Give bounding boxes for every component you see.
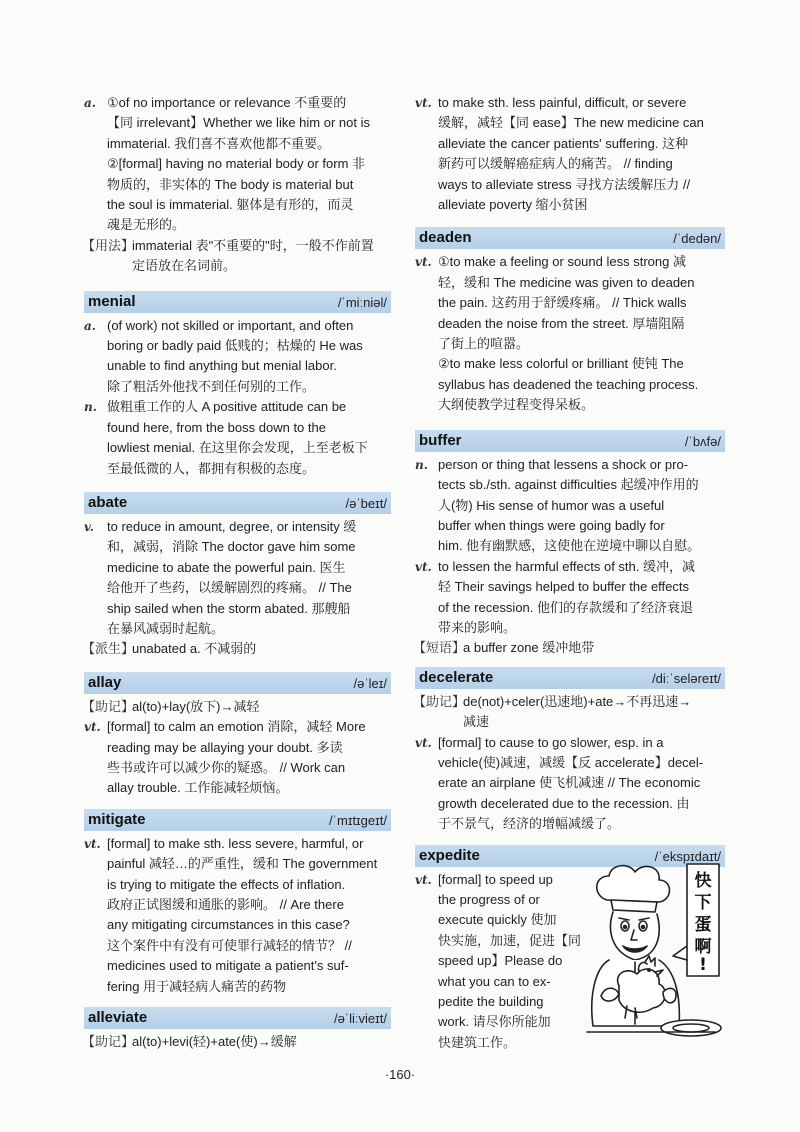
example-line: found here, from the boss down to the (107, 419, 326, 435)
entry-alleviate-sense (415, 93, 725, 215)
cartoon-caption-char: 下 (694, 893, 712, 913)
phonetic: /ˈdedən/ (673, 231, 721, 247)
example-line: 给他开了些药，以缓解剧烈的疼痛。 // The (107, 580, 352, 596)
cartoon-caption-char: ! (699, 955, 707, 975)
headword: allay (88, 673, 122, 691)
example-line: lowliest menial. 在这里你会发现，上至老板下 (107, 440, 368, 456)
phonetic: /ˈmɪtɪɡeɪt/ (329, 812, 387, 828)
entry-header-menial (84, 291, 391, 313)
entry-mitigate-sense (84, 834, 391, 997)
derivation-note (84, 639, 391, 659)
pos-label: vt. (415, 255, 432, 270)
headword: mitigate (88, 810, 146, 828)
mnemonic-line: 减速 (463, 714, 490, 730)
example-line: medicine to abate the powerful pain. 医生 (107, 559, 346, 575)
example-line: ship sailed when the storm abated. 那艘船 (107, 600, 351, 616)
usage-note (84, 236, 391, 277)
phonetic: /ˈekspɪdaɪt/ (654, 848, 721, 864)
derivation-line: unabated a. 不减弱的 (132, 641, 257, 657)
example-line: 魂是无形的。 (107, 217, 186, 233)
entry-buffer-sense-n (415, 455, 725, 557)
entry-allay-sense (84, 717, 391, 799)
mnemonic-tag: 【助记】 (413, 693, 466, 709)
example-line: medicines used to mitigate a patient's suf- (107, 958, 349, 974)
phrase-line: a buffer zone 缓冲地带 (463, 640, 595, 656)
definition-line: (of work) not skilled or important, and often (107, 317, 354, 333)
example-line: 于不景气，经济的增幅减缓了。 (438, 816, 621, 832)
entry-header-allay (84, 672, 391, 694)
mnemonic-line: de(not)+celer(迅速地)+ate→不再迅速→ (463, 693, 692, 709)
definition-line: vehicle(使)减速，减缓【反 accelerate】decel- (438, 754, 704, 770)
definition-line: [formal] to speed up (438, 871, 553, 887)
example-line: 轻 Their savings helped to buffer the effects (438, 579, 689, 595)
definition-line: 做粗重工作的人 A positive attitude can be (107, 399, 347, 415)
entry-header-abate (84, 492, 391, 514)
example-line: work. 请尽你所能加 (438, 1014, 551, 1030)
headword: buffer (419, 431, 462, 449)
entry-header-deaden (415, 227, 725, 249)
entry-decelerate-sense (415, 733, 725, 835)
entry-immaterial-sense-a (84, 93, 391, 236)
definition-line: 和，减弱，消除 The doctor gave him some (107, 539, 356, 555)
pos-label: vt. (415, 96, 432, 110)
pos-label: n. (415, 457, 428, 472)
phrase-note (415, 638, 725, 658)
usage-line: 定语放在名词前。 (132, 258, 237, 274)
example-line: 带来的影响。 (438, 619, 517, 635)
example-line: pedite the building (438, 994, 544, 1010)
example-line: any mitigating circumstances in this case? (107, 917, 350, 933)
example-line: 政府正试图缓和通胀的影响。 // Are there (107, 897, 344, 912)
page-number: ·160· (384, 1067, 416, 1082)
example-line: deaden the noise from the street. 厚墙阻隔 (438, 315, 685, 331)
headword: alleviate (88, 1009, 148, 1027)
mnemonic-tag: 【助记】 (82, 698, 135, 714)
example-line: 了街上的喧嚣。 (438, 336, 530, 352)
example-line: 除了粗活外他找不到任何别的工作。 (107, 378, 316, 394)
headword: decelerate (419, 668, 494, 686)
mnemonic-line: al(to)+lay(放下)→减轻 (132, 698, 260, 714)
mnemonic-note (415, 692, 725, 733)
pos-label: vt. (415, 872, 432, 887)
example-line: 快建筑工作。 (438, 1034, 517, 1050)
entry-menial-sense-n (84, 397, 391, 479)
example-line: alleviate the cancer patients' suffering. 这种 (438, 135, 689, 151)
cartoon-caption-char: 啊 (694, 937, 712, 957)
phonetic: /ˈbʌfə/ (684, 433, 721, 449)
definition-line: the progress of or (438, 892, 540, 907)
definition-line: 快实施，加速，促进【同 (438, 932, 582, 948)
definition-line: 轻，缓和 The medicine was given to deaden (438, 274, 695, 290)
example-line: 这个案件中有没有可使罪行减轻的情节？ // (107, 937, 352, 953)
entry-header-decelerate (415, 667, 725, 689)
mnemonic-note (84, 1032, 391, 1052)
headword: expedite (419, 846, 480, 864)
entry-menial-sense-a (84, 316, 391, 398)
usage-tag: 【用法】 (82, 237, 135, 253)
example-line: unable to find anything but menial labor. (107, 358, 337, 374)
example-line: allay trouble. 工作能减轻烦恼。 (107, 780, 289, 796)
example-line: 在暴风减弱时起航。 (107, 620, 225, 636)
usage-line: immaterial 表"不重要的"时，一般不作前置 (132, 237, 374, 253)
definition-line: tects sb./sth. against difficulties 起缓冲作用的 (438, 477, 699, 493)
example-line: ways to alleviate stress 寻找方法缓解压力 // (438, 176, 691, 192)
example-line: what you can to ex- (438, 973, 551, 989)
definition-line: to make sth. less painful, difficult, or severe (438, 95, 687, 110)
definition-line: 缓解，减轻【同 ease】The new medicine can (438, 115, 704, 131)
cartoon-caption-char: 蛋 (694, 915, 712, 935)
definition-line: execute quickly 使加 (438, 912, 557, 928)
example-line: 大纲使教学过程变得呆板。 (438, 397, 595, 413)
pos-label: a. (84, 96, 96, 110)
example-line: of the recession. 他们的存款缓和了经济衰退 (438, 599, 693, 615)
definition-line: boring or badly paid 低贱的；枯燥的 He was (107, 338, 363, 354)
pos-label: vt. (84, 720, 101, 735)
mnemonic-line: al(to)+levi(轻)+ate(使)→缓解 (132, 1034, 297, 1050)
chef-cartoon-illustration (579, 856, 727, 1044)
entry-header-buffer (415, 430, 725, 452)
example-line: 新药可以缓解癌症病人的痛苦。 // finding (438, 156, 673, 172)
definition-line: person or thing that lessens a shock or pro- (438, 456, 689, 472)
pos-label: vt. (84, 836, 101, 851)
example-line: immaterial. 我们喜不喜欢他都不重要。 (107, 135, 331, 151)
entry-buffer-sense-vt (415, 557, 725, 639)
entry-header-mitigate (84, 809, 391, 831)
definition-line: [formal] to make sth. less severe, harmful, or (107, 835, 364, 851)
definition-line: 物质的，非实体的 The body is material but (107, 176, 354, 192)
definition-line: to reduce in amount, degree, or intensity 缓 (107, 518, 357, 534)
example-line: is trying to mitigate the effects of inflation. (107, 876, 346, 892)
cartoon-caption-char: 快 (694, 871, 712, 891)
entry-abate-sense (84, 517, 391, 639)
definition-line: ②[formal] having no material body or form 非 (107, 156, 366, 172)
left-column (84, 93, 391, 1052)
entry-header-alleviate (84, 1007, 391, 1029)
phonetic: /əˈleɪ/ (353, 675, 387, 691)
definition-line: ②to make less colorful or brilliant 使钝 The (438, 356, 684, 372)
example-line: 至最低微的人，都拥有积极的态度。 (107, 460, 316, 476)
pos-label: vt. (415, 559, 432, 574)
phonetic: /diːˈseləreɪt/ (652, 670, 721, 686)
example-line: erate an airplane 使飞机减速 // The economic (438, 775, 701, 791)
example-line: 些书或许可以减少你的疑惑。 // Work can (107, 759, 346, 775)
phonetic: /əˈbeɪt/ (345, 495, 387, 511)
derivation-tag: 【派生】 (82, 641, 135, 657)
pos-label: v. (84, 519, 94, 534)
headword: abate (88, 493, 128, 511)
definition-line: ①to make a feeling or sound less strong 减 (438, 254, 686, 270)
example-line: speed up】Please do (438, 953, 563, 969)
definition-line: painful 减轻…的严重性，缓和 The government (107, 856, 378, 872)
pos-label: vt. (415, 735, 432, 750)
phonetic: /əˈliːvieɪt/ (333, 1011, 387, 1027)
example-line: fering 用于减轻病人痛苦的药物 (107, 978, 287, 994)
example-line: syllabus has deadened the teaching process. (438, 376, 699, 392)
headword: deaden (419, 229, 472, 247)
phonetic: /ˈmiːniəl/ (337, 294, 387, 310)
example-line: 人(物) His sense of humor was a useful (438, 497, 665, 513)
example-line: growth decelerated due to the recession. 由 (438, 795, 690, 811)
definition-line: [formal] to cause to go slower, esp. in a (438, 734, 664, 750)
definition-line: ①of no importance or relevance 不重要的 (107, 95, 347, 110)
pos-label: n. (84, 400, 97, 415)
example-line: him. 他有幽默感，这使他在逆境中聊以自慰。 (438, 538, 701, 554)
headword: menial (88, 292, 136, 310)
entry-deaden-sense (415, 252, 725, 415)
example-line: buffer when things were going badly for (438, 517, 665, 533)
mnemonic-tag: 【助记】 (82, 1034, 135, 1050)
example-line: alleviate poverty 缩小贫困 (438, 197, 588, 213)
mnemonic-note (84, 697, 391, 717)
definition-line: [formal] to calm an emotion 消除，减轻 More (107, 719, 366, 735)
example-line: reading may be allaying your doubt. 多读 (107, 739, 343, 755)
example-line: the soul is immaterial. 躯体是有形的，而灵 (107, 197, 354, 213)
example-line: the pain. 这药用于舒缓疼痛。 // Thick walls (438, 295, 687, 311)
definition-line: to lessen the harmful effects of sth. 缓冲，减 (438, 558, 695, 574)
pos-label: a. (84, 318, 96, 333)
phrase-tag: 【短语】 (413, 640, 466, 656)
definition-line: 【同 irrelevant】Whether we like him or not is (107, 115, 370, 131)
